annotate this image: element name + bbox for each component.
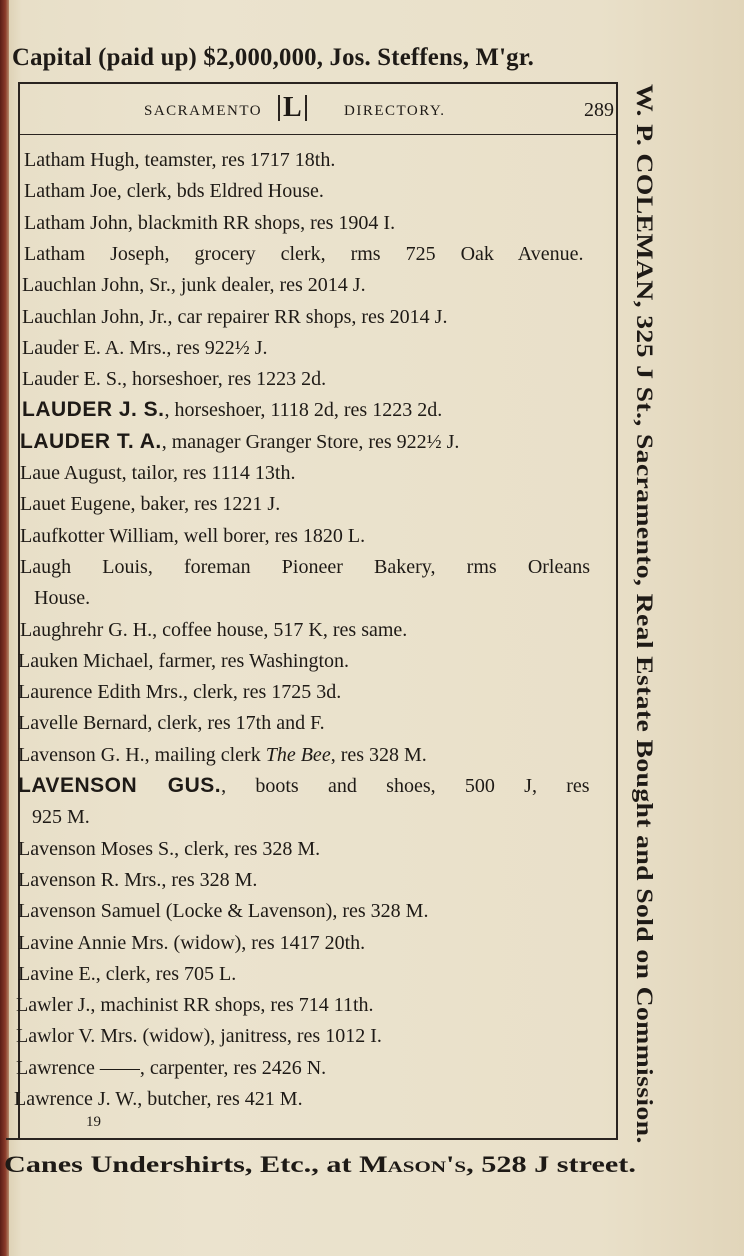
directory-entry xyxy=(20,615,407,645)
entry-text: , boots and shoes, 500 J, res xyxy=(221,775,590,797)
right-border xyxy=(616,82,618,1140)
directory-entry xyxy=(24,176,324,206)
directory-entry xyxy=(20,458,295,488)
directory-entry xyxy=(18,959,236,989)
directory-entry xyxy=(16,990,374,1020)
directory-entry xyxy=(18,865,257,895)
header-rule xyxy=(18,134,618,135)
entry-text: , res 328 M. xyxy=(330,743,427,766)
entry-bold-name: LAUDER T. A. xyxy=(20,429,162,453)
directory-entry xyxy=(16,1053,326,1083)
entry-text: Lauder E. S., horseshoer, res 1223 2d. xyxy=(22,368,327,391)
entry-text: Laugh Louis, foreman Pioneer Bakery, rms Orleans xyxy=(20,555,591,578)
directory-entry xyxy=(24,145,335,175)
entry-text: Lavenson G. H., mailing clerk xyxy=(18,743,266,766)
entry-text: , horseshoer, 1118 2d, res 1223 2d. xyxy=(164,399,443,422)
directory-entry xyxy=(20,489,280,519)
entry-text: Lawrence ——, carpenter, res 2426 N. xyxy=(16,1056,327,1079)
directory-entry xyxy=(20,552,590,582)
entry-text: Lauet Eugene, baker, res 1221 J. xyxy=(20,493,281,516)
book-spine xyxy=(0,0,9,1256)
directory-entry xyxy=(24,239,584,269)
entry-text: Laughrehr G. H., coffee house, 517 K, res same. xyxy=(20,618,408,641)
directory-entry xyxy=(22,302,447,332)
entry-text: Lavine Annie Mrs. (widow), res 1417 20th. xyxy=(18,931,366,954)
directory-entry xyxy=(18,896,428,926)
entry-text: Lauken Michael, farmer, res Washington. xyxy=(18,649,349,672)
entry-continuation: House. xyxy=(34,587,91,610)
directory-entry xyxy=(18,708,325,738)
entry-bold-name: LAUDER J. S. xyxy=(22,398,165,422)
page-number: 289 xyxy=(584,99,614,121)
entry-bold-name: LAVENSON GUS. xyxy=(18,774,222,797)
page-header xyxy=(20,92,616,128)
top-advertisement: Capital (paid up) $2,000,000, Jos. Steffens, M'gr. xyxy=(12,44,535,71)
entry-text: Lauchlan John, Jr., car repairer RR shops, res 2014 J. xyxy=(22,305,448,328)
directory-entry xyxy=(22,395,442,425)
directory-entry xyxy=(20,521,365,551)
entry-continuation: 925 M. xyxy=(32,806,90,829)
directory-entry xyxy=(18,646,349,676)
directory-entry xyxy=(22,333,268,363)
entry-text: Lauder E. A. Mrs., res 922½ J. xyxy=(22,336,268,359)
entry-text: Laufkotter William, well borer, res 1820 L. xyxy=(20,524,366,547)
directory-entry xyxy=(24,208,395,238)
entry-text: , manager Granger Store, res 922½ J. xyxy=(161,430,460,453)
entry-text: Lauchlan John, Sr., junk dealer, res 2014 J. xyxy=(22,274,366,297)
entry-text: Latham Hugh, teamster, res 1717 18th. xyxy=(24,149,336,171)
bottom-advertisement xyxy=(4,1152,636,1178)
directory-entry xyxy=(18,677,341,707)
entry-text: Latham Joe, clerk, bds Eldred House. xyxy=(24,180,324,203)
bottom-ad-prefix: Canes Undershirts, Etc., at xyxy=(4,1152,360,1177)
entry-text: Lawlor V. Mrs. (widow), janitress, res 1012 I. xyxy=(16,1025,382,1048)
entry-italic: The Bee xyxy=(265,743,331,766)
bottom-rule xyxy=(6,1138,618,1140)
directory-entry xyxy=(18,928,365,958)
directory-entry xyxy=(18,771,590,801)
directory-entry xyxy=(20,427,459,457)
entry-text: Lavenson Samuel (Locke & Lavenson), res 328 M. xyxy=(18,900,429,923)
entry-text: Latham John, blackmith RR shops, res 1904 I. xyxy=(24,211,396,234)
directory-entry xyxy=(18,740,427,770)
signature-mark: 19 xyxy=(86,1114,101,1130)
entry-text: Laue August, tailor, res 1114 13th. xyxy=(20,462,296,484)
entry-text: Lavenson Moses S., clerk, res 328 M. xyxy=(18,837,321,860)
bottom-ad-suffix: , 528 J street. xyxy=(466,1152,636,1177)
entry-text: Laurence Edith Mrs., clerk, res 1725 3d. xyxy=(18,681,342,704)
side-advertisement: W. P. COLEMAN, 325 J St., Sacramento, Real Estate Bought and Sold on Commission. xyxy=(632,84,657,1144)
entry-text: Lawler J., machinist RR shops, res 714 11th. xyxy=(16,994,374,1017)
header-letter: L xyxy=(278,95,307,121)
top-rule xyxy=(18,82,618,84)
directory-entry xyxy=(22,364,326,394)
bottom-ad-store: Mason's xyxy=(359,1152,467,1177)
entry-text: Lawrence J. W., butcher, res 421 M. xyxy=(14,1088,303,1110)
header-city: SACRAMENTO xyxy=(144,103,263,119)
entry-text: Lavine E., clerk, res 705 L. xyxy=(18,962,237,985)
directory-entry xyxy=(18,834,320,864)
header-directory: DIRECTORY. xyxy=(344,103,446,119)
directory-entry xyxy=(16,1021,382,1051)
directory-entry xyxy=(22,270,366,300)
entry-text: Latham Joseph, grocery clerk, rms 725 Oak Avenue. xyxy=(24,242,584,265)
directory-entry xyxy=(14,1084,303,1114)
entry-text: Lavenson R. Mrs., res 328 M. xyxy=(18,868,258,891)
entry-text: Lavelle Bernard, clerk, res 17th and F. xyxy=(18,712,325,735)
